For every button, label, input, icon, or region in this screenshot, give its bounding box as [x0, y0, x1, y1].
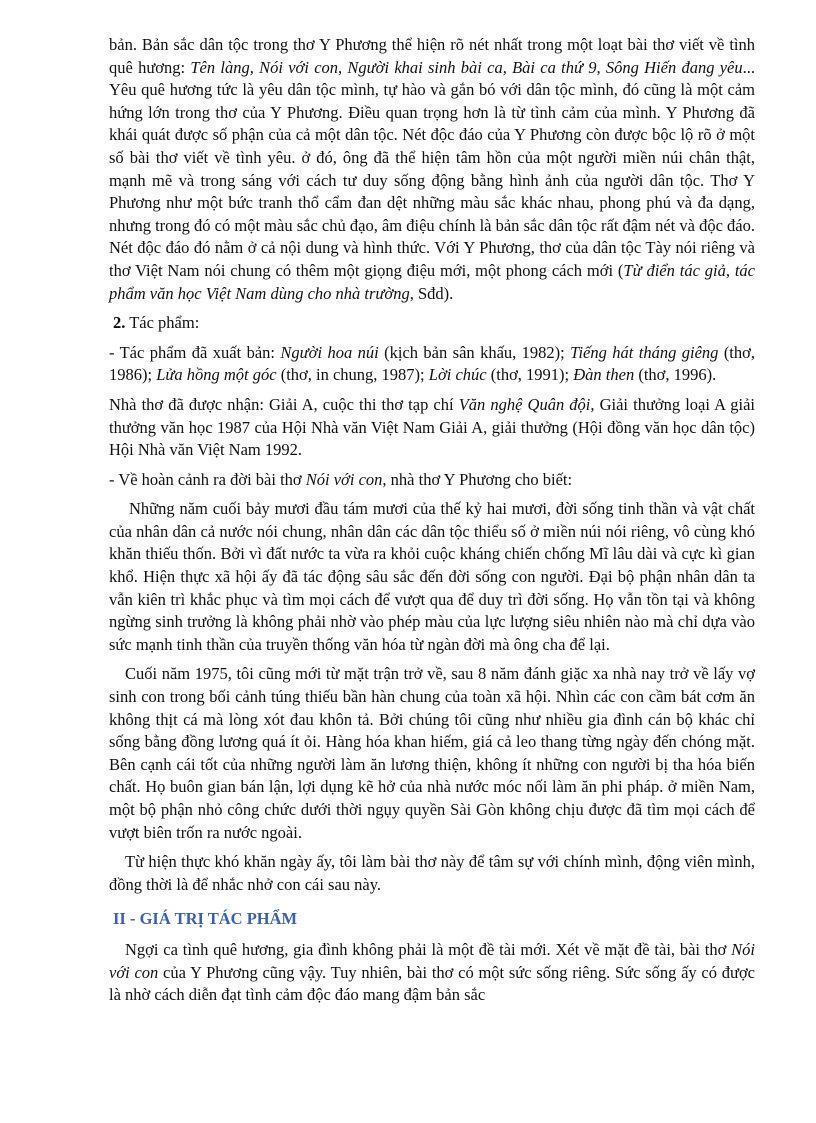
text-run: - Tác phẩm đã xuất bản:: [109, 342, 281, 362]
paragraph-quote-3: Từ hiện thực khó khăn ngày ấy, tôi làm bài thơ này để tâm sự với chính mình, động viên mình, đồng thời là để nhắc nhở con cái sau này.: [109, 852, 755, 894]
text-run: , nhà thơ Y Phương cho biết:: [382, 469, 573, 489]
section-title: Tác phẩm:: [129, 313, 200, 333]
heading-work-value: II - GIÁ TRỊ TÁC PHẨM: [113, 909, 298, 929]
italic-title-run: Từ điển tác giả, tác phẩm văn học Việt Nam dùng cho nhà trường: [109, 260, 755, 303]
text-run: Ngợi ca tình quê hương, gia đình không phải là một đề tài mới. Xét về mặt đề tài, bài thơ: [125, 939, 732, 959]
italic-title-run: Tên làng, Nói với con, Người khai sinh bài ca, Bài ca thứ 9, Sông Hiến đang yêu: [190, 57, 743, 77]
paragraph-work-value: [109, 939, 755, 1007]
italic-title-run: Nói với con: [305, 469, 383, 489]
section-number: 2.: [113, 313, 126, 333]
paragraph-published-works: [109, 342, 755, 387]
section-heading-works: [109, 312, 755, 335]
paragraph-quote-2: Cuối năm 1975, tôi cũng mới từ mặt trận trở về, sau 8 năm đánh giặc xa nhà nay trở về lấy vợ sinh con trong bối cảnh túng thiếu bần hàn chung của toàn xã hội. Nhìn các con cầm bát cơm ăn không thịt cá mà lòng xót đau khôn tả. Bởi chúng tôi cũng như nhiều gia đình cán bộ khác chỉ sống bằng đồng lương quá ít ỏi. Hàng hóa khan hiếm, giá cả leo thang từng ngày đến chóng mặt. Bên cạnh cái tốt của những người làm ăn lương thiện, không ít những con người bị tha hóa biến chất. Họ buôn gian bán lận, lợi dụng kẽ hở của nhà nước móc nối làm ăn phi pháp. ở miền Nam, một bộ phận nhỏ công chức dưới thời ngụy quyền Sài Gòn không chịu được đã tìm mọi cách để vượt biên trốn ra nước ngoài.: [109, 664, 755, 842]
text-run: (thơ, 1996).: [634, 365, 717, 385]
italic-title-run: Người hoa núi: [280, 342, 379, 362]
italic-title-run: Văn nghệ Quân đội,: [458, 394, 595, 414]
paragraph-quote-1: Những năm cuối bảy mươi đầu tám mươi của thế kỷ hai mươi, đời sống tinh thần và vật chất của nhân dân cả nước nói chung, nhân dân các dân tộc thiểu số ở miền núi nói riêng, vô cùng khó khăn thiếu thốn. Bởi vì đất nước ta vừa ra khỏi cuộc kháng chiến chống Mĩ lâu dài và cực kì gian khổ. Hiện thực xã hội ấy đã tác động sâu sắc đến đời sống con người. Đại bộ phận nhân dân ta vẫn kiên trì khắc phục và tìm mọi cách để vượt qua để duy trì đời sống. Họ vẫn tồn tại và không ngừng sinh trưởng là không phải nhờ vào phép màu của lực lượng siêu nhiên nào mà chỉ dựa vào sức mạnh tinh thần của truyền thống văn hóa từ ngàn đời mà ông cha để lại.: [109, 499, 755, 654]
text-run: Giải thưởng loại A giải thưởng văn học 1987 của Hội Nhà văn Việt Nam Giải A, giải thưởng (Hội đồng văn học dân tộc) Hội Nhà văn Việt Nam 1992.: [109, 394, 755, 460]
text-run: - Về hoàn cảnh ra đời bài thơ: [109, 469, 306, 489]
text-run: , Sđd).: [409, 283, 454, 303]
text-run: của Y Phương cũng vậy. Tuy nhiên, bài thơ có một sức sống riêng. Sức sống ấy có được là nhờ cách diễn đạt tình cảm độc đáo mang đậm bản sắc: [109, 962, 755, 1005]
text-run: Nhà thơ đã được nhận: Giải A, cuộc thi thơ tạp chí: [109, 394, 459, 414]
paragraph-context-intro: [109, 469, 755, 492]
italic-title-run: Nói với con: [109, 939, 755, 982]
paragraph-style-intro: [109, 34, 755, 305]
text-run: (thơ, 1991);: [486, 365, 574, 385]
text-run: (thơ, 1986);: [109, 342, 755, 385]
italic-title-run: Lời chúc: [428, 365, 487, 385]
text-run: ... Yêu quê hương tức là yêu dân tộc mình, tự hào và gắn bó với dân tộc mình, đó cũng là một cảm hứng lớn trong thơ của Y Phương. Điều quan trọng hơn là từ tình cảm của mình. Y Phương đã khái quát được số phận của cả một dân tộc. Nét độc đáo của Y Phương còn được bộc lộ rõ ở một số bài thơ viết về tình yêu. ở đó, ông đã thể hiện tâm hồn của một người miền núi chân thật, mạnh mẽ và trong sáng với cách tư duy sống động bằng hình ảnh của người dân tộc. Thơ Y Phương như một bức tranh thổ cẩm đan dệt những màu sắc khác nhau, phong phú và đa dạng, nhưng trong đó có một màu sắc chủ đạo, âm điệu chính là bản sắc dân tộc rất đậm nét và độc đáo. Nét độc đáo đó nằm ở cả nội dung và hình thức. Với Y Phương, thơ của dân tộc Tày nói riêng và thơ Việt Nam nói chung có thêm một giọng điệu mới, một phong cách mới (: [109, 57, 756, 280]
text-run: bản. Bản sắc dân tộc trong thơ Y Phương thể hiện rõ nét nhất trong một loạt bài thơ viết về tình quê hương:: [109, 35, 755, 77]
text-run: (thơ, in chung, 1987);: [276, 365, 429, 385]
document-page: [109, 34, 755, 1014]
italic-title-run: Tiếng hát tháng giêng: [570, 342, 719, 362]
paragraph-awards: [109, 394, 755, 462]
italic-title-run: Đàn then: [573, 365, 635, 385]
text-run: (kịch bản sân khấu, 1982);: [378, 342, 571, 362]
italic-title-run: Lửa hồng một góc: [156, 365, 277, 385]
